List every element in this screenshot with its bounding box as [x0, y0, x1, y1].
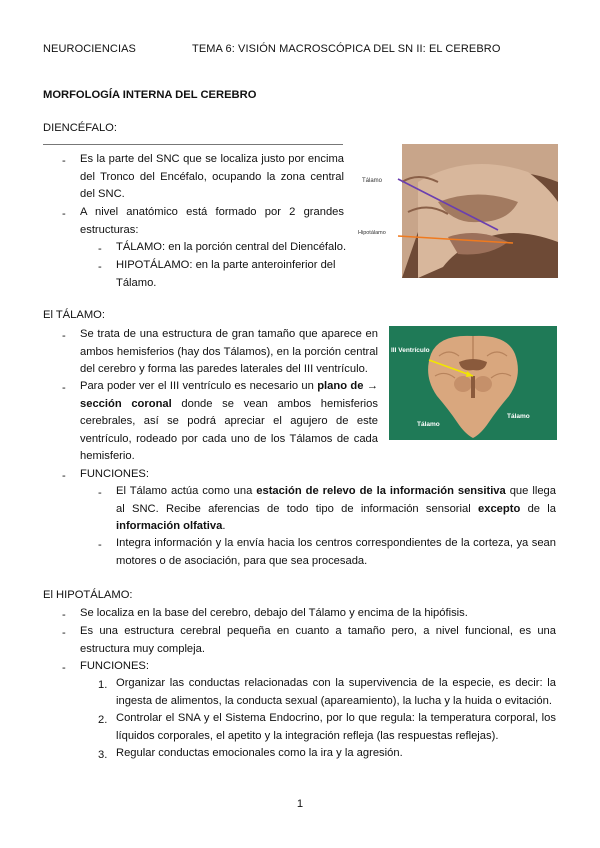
bullet-dash: -: [62, 627, 66, 639]
diencefalo-bullet-2: A nivel anatómico está formado por 2 grandes estructuras:: [80, 206, 344, 236]
hipotalamo-bullet-2: Es una estructura cerebral pequeña en cuanto a tamaño pero, a nivel funcional, es una estructura muy compleja.: [80, 625, 556, 655]
section-heading-hipotalamo: El HIPOTÁLAMO:: [43, 589, 133, 601]
hipotalamo-funcion-1: Organizar las conductas relacionadas con la supervivencia de la especie, es decir: la ingesta de alimentos, la conducta sexual (apareamiento), la lucha y la huida o evitación.: [116, 677, 556, 707]
diencefalo-sub-2: HIPOTÁLAMO: en la parte anteroinferior del Tálamo.: [116, 259, 336, 289]
sub-bullet-dash: -: [98, 487, 102, 499]
page-number: 1: [296, 798, 304, 810]
talamo-funciones-label: FUNCIONES:: [80, 468, 149, 480]
list-number-1: 1.: [98, 679, 108, 691]
bullet-dash: -: [62, 382, 66, 394]
bullet-dash: -: [62, 155, 66, 167]
hipotalamo-funcion-3: Regular conductas emocionales como la ira y la agresión.: [116, 747, 403, 759]
talamo-funcion-2: Integra información y la envía hacia los centros correspondientes de la corteza, ya sean motores o de asociación, para que sea procesada.: [116, 537, 556, 567]
page-title: MORFOLOGÍA INTERNA DEL CEREBRO: [43, 89, 257, 101]
sub-bullet-dash: -: [98, 539, 102, 551]
figure-label-talamo: Tálamo: [362, 178, 383, 184]
header-subject: NEUROCIENCIAS: [43, 43, 136, 55]
sub-bullet-dash: -: [98, 243, 102, 255]
diencefalo-sub-1: TÁLAMO: en la porción central del Diencéfalo.: [116, 241, 347, 253]
bullet-dash: -: [62, 609, 66, 621]
section-divider: [43, 144, 343, 145]
sagittal-brain-figure: [358, 142, 558, 280]
hipotalamo-funciones-label: FUNCIONES:: [80, 660, 149, 672]
section-heading-talamo: El TÁLAMO:: [43, 309, 105, 321]
talamo-bullet-2: Para poder ver el III ventrículo es necesario un plano de → sección coronal donde se vean ambos hemisferios cerebrales, así se podrá apreciar el agujero de este ventrículo, rodeado por cada uno de los Tálamos de cada hemisferio.: [80, 380, 378, 462]
figure-label-hipotalamo: Hipotálamo: [358, 230, 386, 236]
bullet-dash: -: [62, 662, 66, 674]
figure-label-talamo-left: Tálamo: [417, 421, 440, 428]
list-number-3: 3.: [98, 749, 108, 761]
list-number-2: 2.: [98, 714, 108, 726]
diencefalo-bullet-1: Es la parte del SNC que se localiza justo por encima del Tronco del Encéfalo, ocupando la zona central del SNC.: [80, 153, 344, 200]
bullet-dash: -: [62, 208, 66, 220]
talamo-bullet-1: Se trata de una estructura de gran tamaño que aparece en ambos hemisferios (hay dos Tálamos), en la porción central del cerebro y forma las paredes laterales del III ventrículo.: [80, 328, 378, 375]
sub-bullet-dash: -: [98, 261, 102, 273]
figure-label-ventriculo: III Ventrículo: [391, 347, 430, 354]
bullet-dash: -: [62, 470, 66, 482]
section-heading-diencefalo: DIENCÉFALO:: [43, 122, 117, 134]
header-topic: TEMA 6: VISIÓN MACROSCÓPICA DEL SN II: EL CEREBRO: [192, 43, 501, 55]
bullet-dash: -: [62, 330, 66, 342]
hipotalamo-funcion-2: Controlar el SNA y el Sistema Endocrino, por lo que regula: la temperatura corporal, los líquidos corporales, el apetito y la integración refleja (las respuestas reflejas).: [116, 712, 556, 742]
sagittal-brain-image: [358, 142, 558, 280]
talamo-funcion-1: El Tálamo actúa como una estación de relevo de la información sensitiva que llega al SNC. Recibe aferencias de todo tipo de información sensorial excepto de la información olfativa.: [116, 485, 556, 532]
coronal-brain-figure: [389, 326, 557, 440]
figure-label-talamo-right: Tálamo: [507, 413, 530, 420]
coronal-brain-image: [389, 326, 557, 440]
hipotalamo-bullet-1: Se localiza en la base del cerebro, debajo del Tálamo y encima de la hipófisis.: [80, 607, 468, 619]
